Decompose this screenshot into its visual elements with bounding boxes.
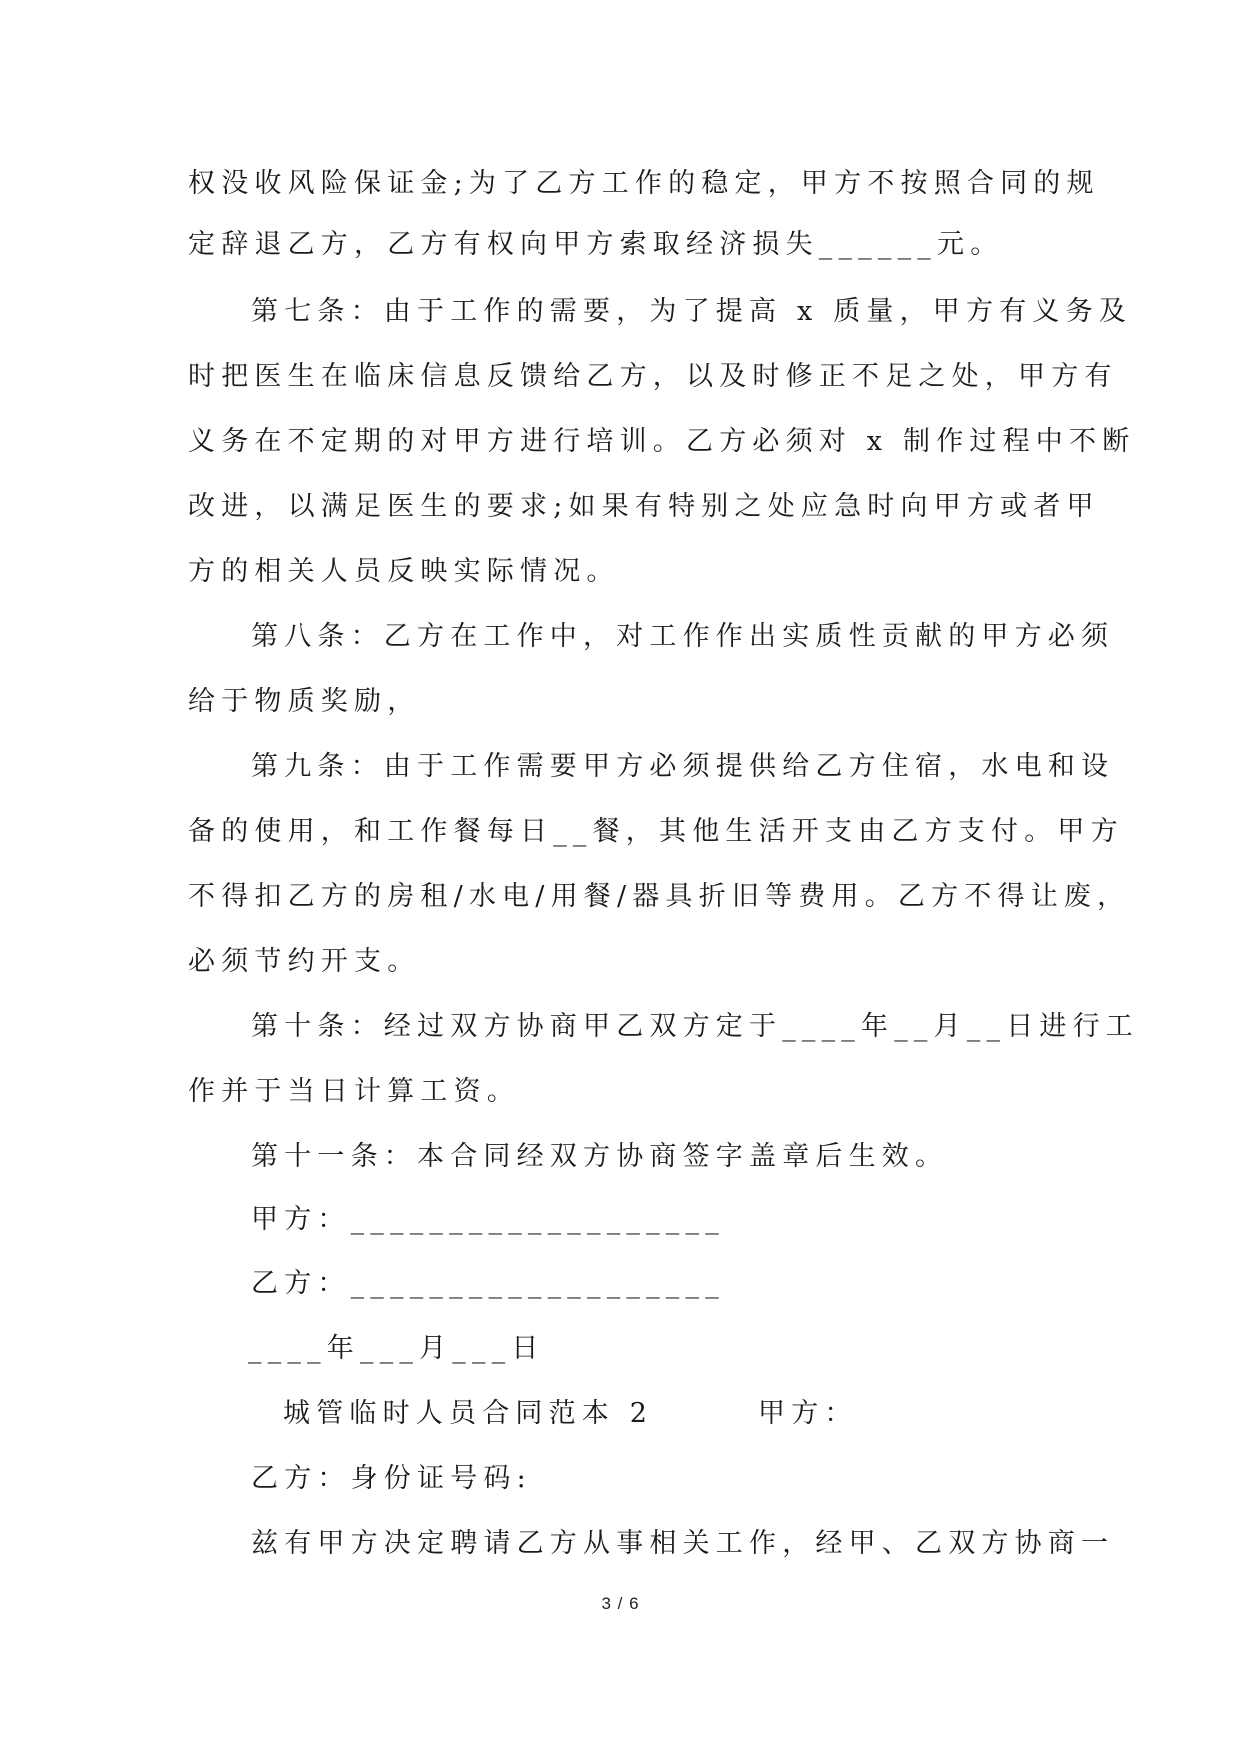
date-line: ____年___月___日 [248, 1333, 545, 1364]
paragraph-line: 备的使用，和工作餐每日__餐，其他生活开支由乙方支付。甲方 [188, 816, 1124, 847]
paragraph-line: 必须节约开支。 [188, 946, 421, 977]
paragraph-line: 义务在不定期的对甲方进行培训。乙方必须对 x 制作过程中不断 [188, 426, 1136, 457]
article-11-line: 第十一条：本合同经双方协商签字盖章后生效。 [251, 1141, 949, 1172]
paragraph-line: 权没收风险保证金;为了乙方工作的稳定，甲方不按照合同的规 [188, 168, 1100, 199]
party-a-label: 甲方： [758, 1398, 858, 1429]
paragraph-line: 时把医生在临床信息反馈给乙方，以及时修正不足之处，甲方有 [188, 361, 1118, 392]
paragraph-line: 兹有甲方决定聘请乙方从事相关工作，经甲、乙双方协商一 [251, 1528, 1115, 1559]
party-a-signature-line: 甲方：___________________ [251, 1204, 725, 1235]
party-b-id-line: 乙方：身份证号码: [251, 1463, 532, 1494]
page-number: 3 / 6 [601, 1594, 640, 1613]
article-10-heading-line: 第十条：经过双方协商甲乙双方定于____年__月__日进行工 [251, 1011, 1139, 1042]
paragraph-line: 改进，以满足医生的要求;如果有特别之处应急时向甲方或者甲 [188, 491, 1100, 522]
party-b-signature-line: 乙方：___________________ [251, 1268, 725, 1299]
paragraph-line: 给于物质奖励， [188, 686, 421, 717]
section-title: 城管临时人员合同范本 2 [283, 1398, 654, 1429]
paragraph-line: 作并于当日计算工资。 [188, 1076, 520, 1107]
article-9-heading-line: 第九条：由于工作需要甲方必须提供给乙方住宿，水电和设 [251, 751, 1115, 782]
paragraph-line: 不得扣乙方的房租/水电/用餐/器具折旧等费用。乙方不得让废， [188, 881, 1131, 912]
article-7-heading-line: 第七条：由于工作的需要，为了提高 x 质量，甲方有义务及 [251, 296, 1132, 327]
article-8-heading-line: 第八条：乙方在工作中，对工作作出实质性贡献的甲方必须 [251, 621, 1115, 652]
paragraph-line: 定辞退乙方，乙方有权向甲方索取经济损失______元。 [188, 229, 1004, 260]
paragraph-line: 方的相关人员反映实际情况。 [188, 556, 620, 587]
